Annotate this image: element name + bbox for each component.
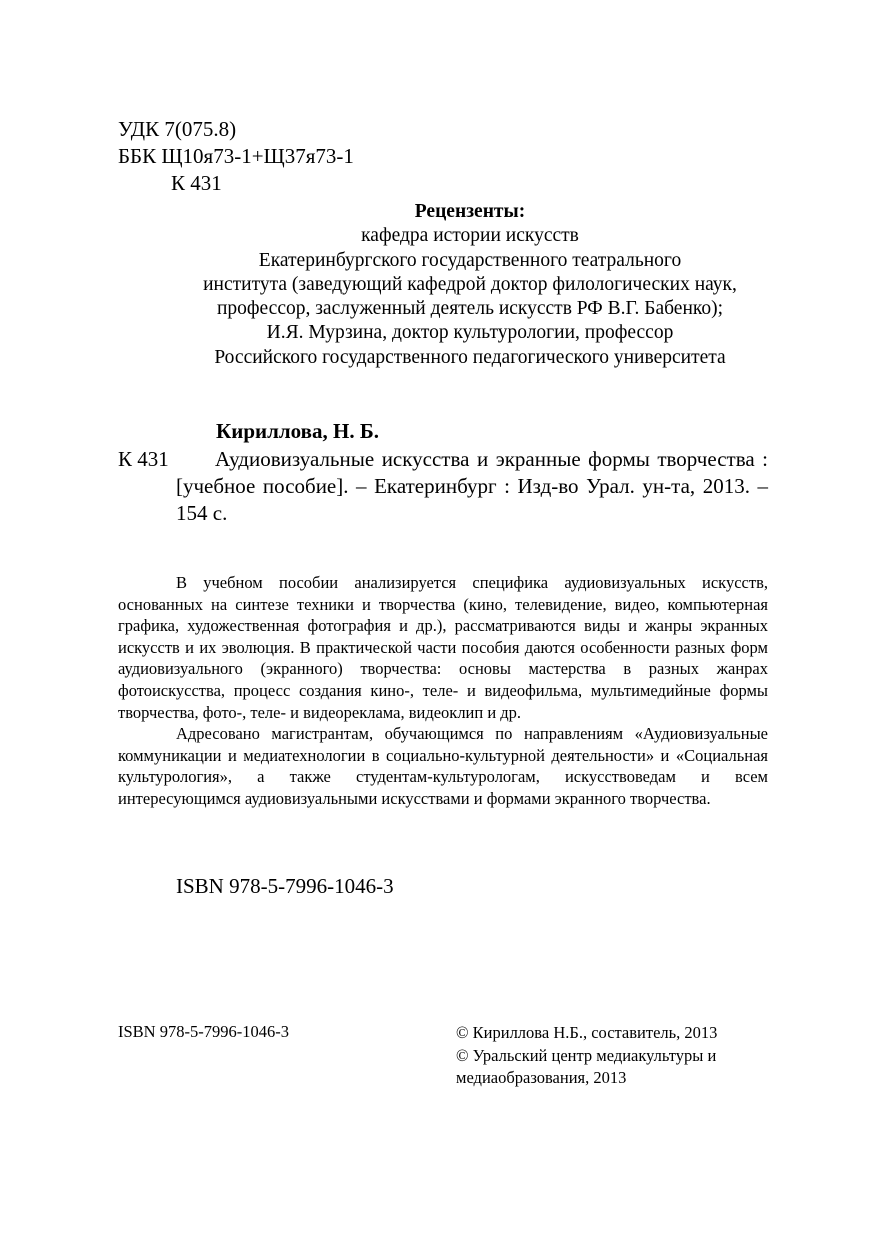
udk-code: УДК 7(075.8) — [118, 117, 237, 141]
reviewer-line: Екатеринбургского государственного театрального — [258, 249, 682, 271]
reviewer-line: И.Я. Мурзина, доктор культурологии, профессор — [266, 322, 674, 344]
author-mark: К 431 — [171, 171, 222, 195]
reviewer-line: Российского государственного педагогического университета — [214, 346, 726, 368]
reviewer-line: института (заведующий кафедрой доктор филологических наук, — [203, 273, 737, 295]
isbn-footer: ISBN 978-5-7996-1046-3 — [118, 1022, 289, 1041]
abstract-paragraph: Адресовано магистрантам, обучающимся по направлениям «Аудиовизуальные коммуникации и медиатехнологии в социально-культурной деятельности» и «Социальная культурология», а также студентам-культурологам, искусствоведам и всем интересующимся аудиовизуальными искусствами и формами экранного творчества. — [118, 724, 768, 808]
abstract — [118, 572, 768, 810]
catalog-code: К 431 — [118, 447, 169, 471]
reviewers-heading: Рецензенты: — [414, 201, 526, 222]
copyright-line: © Кириллова Н.Б., составитель, 2013 — [456, 1023, 718, 1042]
reviewer-line: профессор, заслуженный деятель искусств РФ В.Г. Бабенко); — [216, 298, 724, 320]
catalog-author: Кириллова, Н. Б. — [216, 419, 379, 443]
abstract-paragraph: В учебном пособии анализируется специфика аудиовизуальных искусств, основанных на синтезе техники и творчества (кино, телевидение, видео, компьютерная графика, художественная фотография и др.), рассматриваются виды и жанры экранных искусств и их эволюция. В практической части пособия даются особенности разных форм аудиовизуального (экранного) творчества: основы мастерства в разных жанрах фотоискусства, процесс создания кино-, теле- и видеофильма, мультимедийные формы творчества, фото-, теле- и видеореклама, видеоклип и др. — [118, 573, 768, 722]
catalog-entry: Аудиовизуальные искусства и экранные формы творчества : [учебное пособие]. – Екатеринбург : Изд-во Урал. ун-та, 2013. – 154 с. — [176, 447, 768, 525]
copyright-block — [456, 1022, 717, 1090]
copyright-line: медиаобразования, 2013 — [456, 1068, 627, 1087]
copyright-line: © Уральский центр медиакультуры и — [456, 1045, 717, 1065]
bbk-code: ББК Щ10я73-1+Щ37я73-1 — [118, 144, 354, 168]
reviewer-line: кафедра истории искусств — [361, 225, 579, 247]
classification-codes — [118, 116, 354, 197]
isbn-main: ISBN 978-5-7996-1046-3 — [176, 874, 394, 898]
catalog-record — [118, 446, 768, 527]
reviewers-block — [160, 200, 780, 370]
